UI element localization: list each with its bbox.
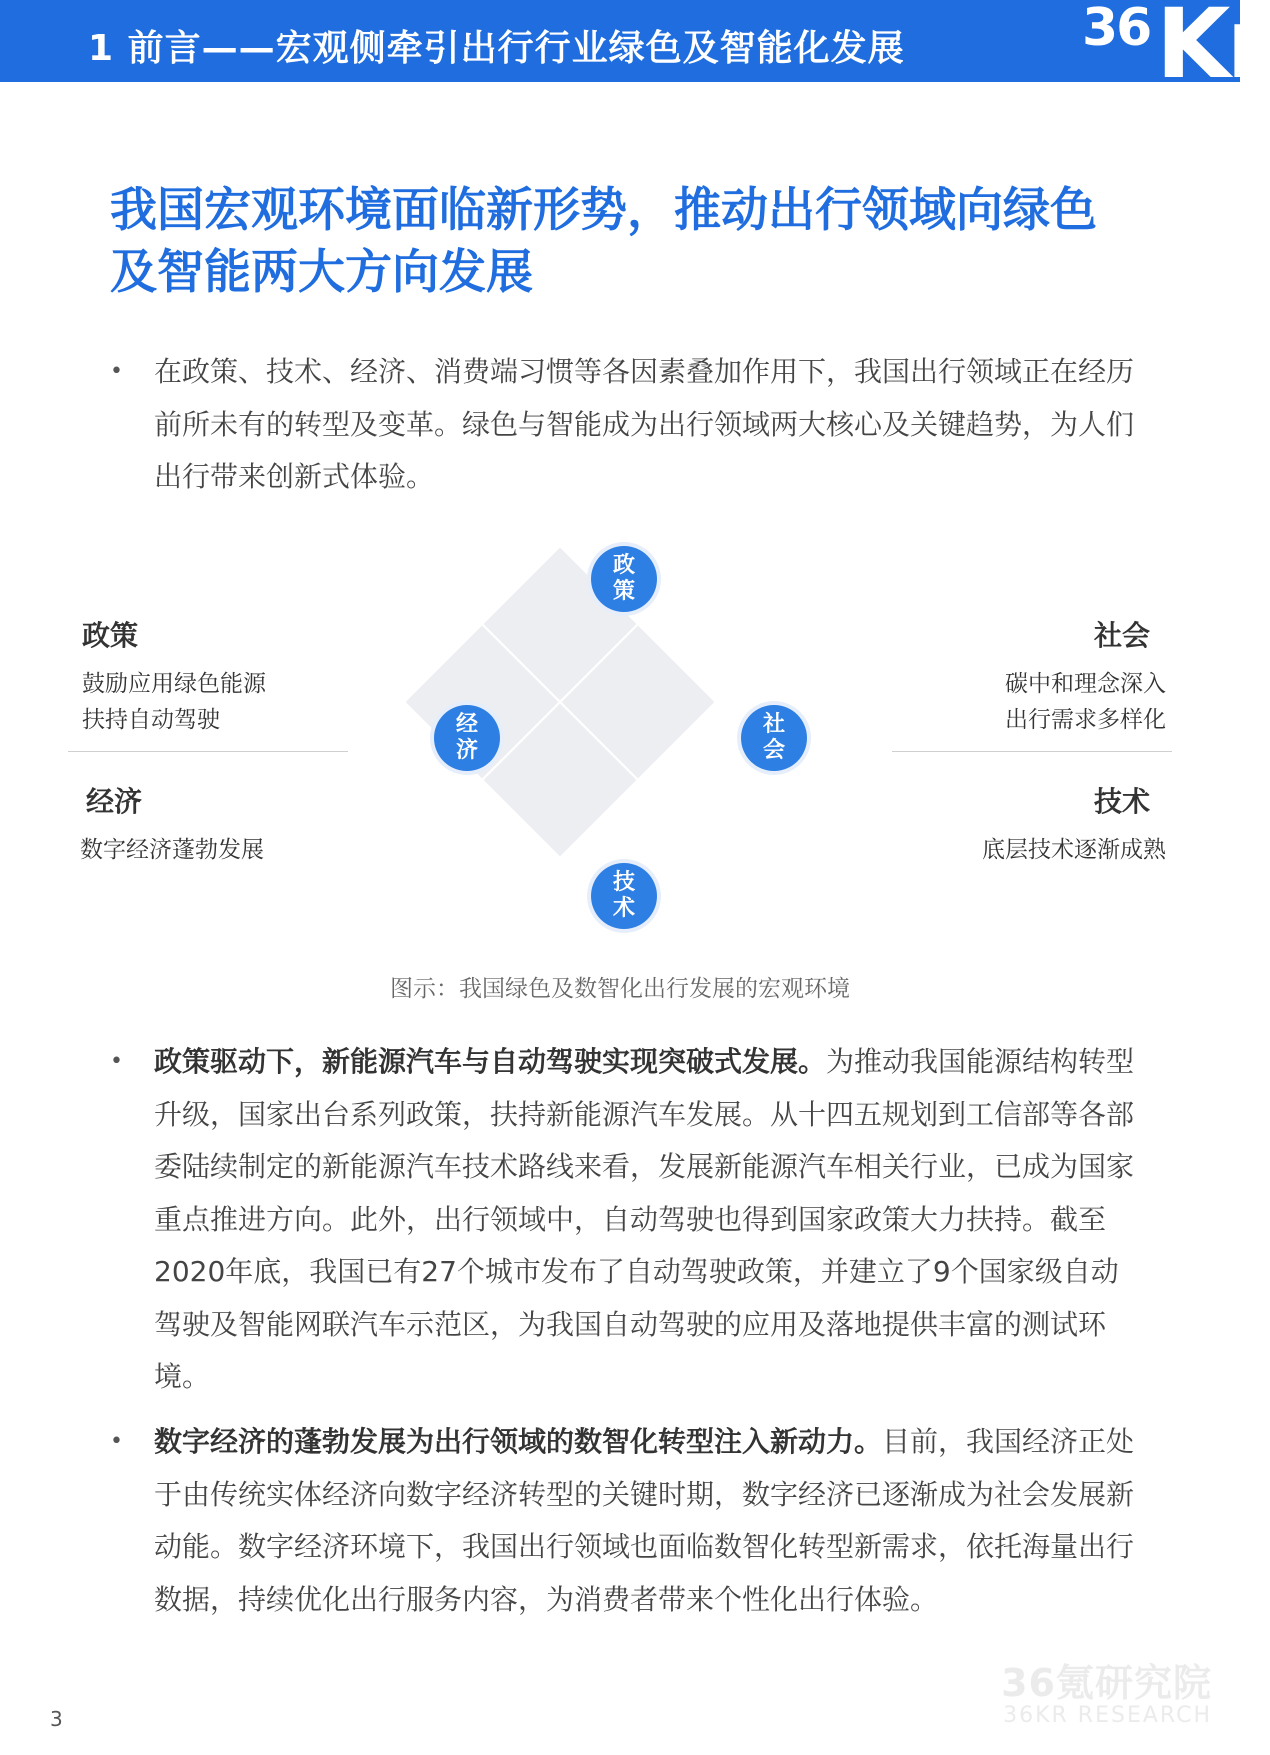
- node-technology: 技 术: [591, 863, 657, 929]
- logo-36-text: 36: [1082, 0, 1151, 58]
- bullet-icon: •: [110, 1049, 123, 1074]
- economy-paragraph: [110, 1416, 1140, 1626]
- intro-paragraph: [110, 346, 1140, 504]
- page-headline: 我国宏观环境面临新形势，推动出行领域向绿色及智能两大方向发展: [110, 183, 1097, 300]
- figure-caption: 图示：我国绿色及数智化出行发展的宏观环境: [390, 976, 850, 1002]
- society-title: 社会: [1093, 619, 1150, 652]
- right-divider: [892, 751, 1172, 752]
- watermark-en: 36KR RESEARCH: [1003, 1703, 1212, 1728]
- node-economy: 经 济: [434, 705, 500, 771]
- society-line-1: 碳中和理念深入: [1005, 671, 1166, 697]
- brand-logo: [1068, 0, 1270, 100]
- economy-line-1: 数字经济蓬勃发展: [80, 837, 264, 863]
- policy-paragraph-lead: 政策驱动下，新能源汽车与自动驾驶实现突破式发展。: [154, 1045, 827, 1078]
- economy-title: 经济: [86, 785, 143, 818]
- page-header: [0, 0, 1270, 100]
- technology-line-1: 底层技术逐渐成熟: [982, 837, 1166, 863]
- section-title: 1 前言——宏观侧牵引出行行业绿色及智能化发展: [88, 28, 905, 69]
- logo-kr-text: Kr: [1156, 0, 1270, 100]
- bullet-icon: •: [110, 359, 123, 384]
- society-line-2: 出行需求多样化: [1005, 707, 1166, 733]
- policy-paragraph-body: 为推动我国能源结构转型升级，国家出台系列政策，扶持新能源汽车发展。从十四五规划到工信部等各部委陆续制定的新能源汽车技术路线来看，发展新能源汽车相关行业，已成为国家重点推进方向。此外，出行领域中，自动驾驶也得到国家政策大力扶持。截至2020年底，我国已有27个城市发布了自动驾驶政策，并建立了9个国家级自动驾驶及智能网联汽车示范区，为我国自动驾驶的应用及落地提供丰富的测试环境。: [154, 1045, 1135, 1393]
- watermark-cn: 36氪研究院: [1001, 1661, 1212, 1705]
- policy-paragraph: [110, 1036, 1140, 1404]
- node-policy: 政 策: [591, 546, 657, 612]
- intro-text: 在政策、技术、经济、消费端习惯等各因素叠加作用下，我国出行领域正在经历前所未有的转型及变革。绿色与智能成为出行领域两大核心及关键趋势，为人们出行带来创新式体验。: [154, 355, 1135, 493]
- policy-line-1: 鼓励应用绿色能源: [82, 671, 266, 697]
- bullet-icon: •: [110, 1429, 123, 1454]
- macro-environment-diagram: [60, 530, 1180, 930]
- policy-line-2: 扶持自动驾驶: [82, 707, 220, 733]
- page-number: 3: [50, 1707, 63, 1731]
- technology-title: 技术: [1093, 785, 1150, 818]
- economy-paragraph-lead: 数字经济的蓬勃发展为出行领域的数智化转型注入新动力。: [154, 1425, 883, 1458]
- economy-paragraph-body: 目前，我国经济正处于由传统实体经济向数字经济转型的关键时期，数字经济已逐渐成为社会发展新动能。数字经济环境下，我国出行领域也面临数智化转型新需求，依托海量出行数据，持续优化出行服务内容，为消费者带来个性化出行体验。: [154, 1425, 1135, 1616]
- left-divider: [68, 751, 348, 752]
- node-society: 社 会: [741, 705, 807, 771]
- policy-title: 政策: [82, 619, 139, 652]
